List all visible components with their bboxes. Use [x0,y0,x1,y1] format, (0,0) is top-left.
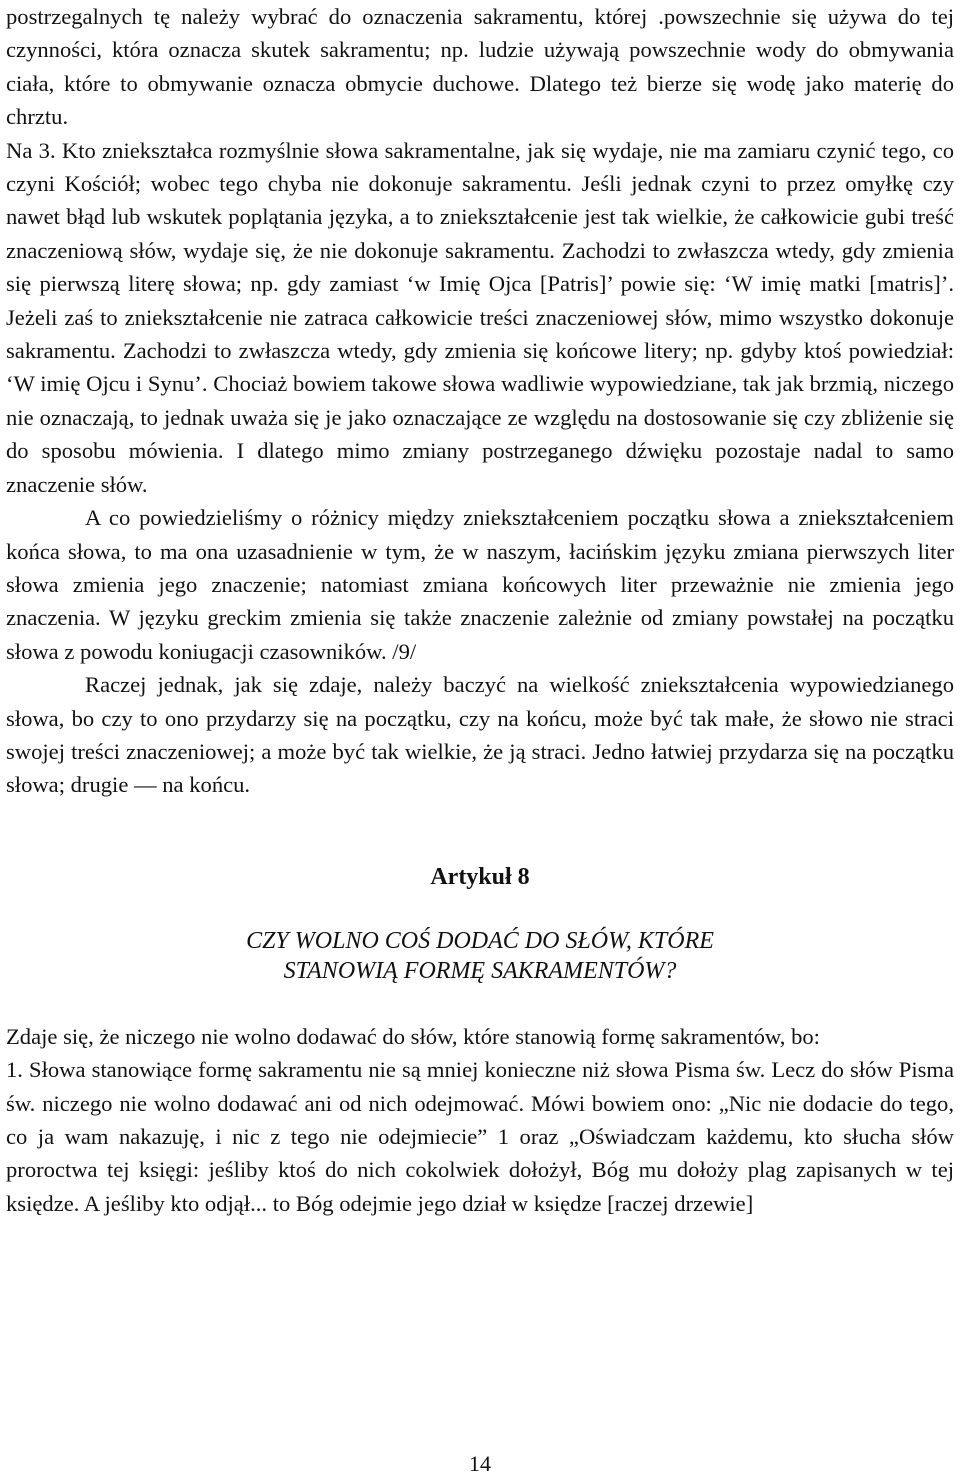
article-point-1: 1. Słowa stanowiące formę sakramentu nie są mniej konieczne niż słowa Pisma św. Lecz do słów Pisma św. niczego nie wolno dodawać ani od nich odejmować. Mówi bowiem ono: „Nic nie dodacie do tego, co ja wam nakazuję, i nic z tego nie odejmiecie” 1 oraz „Oświadczam każdemu, kto słucha słów proroctwa tej księgi: jeśliby ktoś do nich cokolwiek dołożył, Bóg mu dołoży plag zapisanych w tej księdze. A jeśliby kto odjął... to Bóg odejmie jego dział w księdze [raczej drzewie] [6,1057,954,1216]
paragraph-reply-3: Na 3. Kto zniekształca rozmyślnie słowa sakramentalne, jak się wydaje, nie ma zamiaru czynić tego, co czyni Kościół; wobec tego chyba nie dokonuje sakramentu. Jeśli jednak czyni to przez omyłkę czy nawet błąd lub wskutek poplątania języka, a to zniekształcenie jest tak wielkie, że całkowicie gubi treść znaczeniową słów, wydaje się, że nie dokonuje sakramentu. Zachodzi to zwłaszcza wtedy, gdy zmienia się pierwszą literę słowa; np. gdy zamiast ‘w Imię Ojca [Patris]’ powie się: ‘W imię matki [matris]’. Jeżeli zaś to zniekształcenie nie zatraca całkowicie treści znaczeniowej słów, mimo wszystko dokonuje sakramentu. Zachodzi to zwłaszcza wtedy, gdy zmienia się końcowe litery; np. gdyby ktoś powiedział: ‘W imię Ojcu i Synu’. Chociaż bowiem takowe słowa wadliwie wypowiedziane, tak jak brzmią, niczego nie oznaczają, to jednak uważa się je jako oznaczające ze względu na dostosowanie się czy zbliżenie się do sposobu mówienia. I dlatego mimo zmiany postrzeganego dźwięku pozostaje nadal to samo znaczenie słów. [6,137,954,497]
paragraph-difference: A co powiedzieliśmy o różnicy między zniekształceniem początku słowa a zniekształceniem końca słowa, to ma ona uzasadnienie w tym, że w naszym, łacińskim języku zmiana pierwszych liter słowa zmienia jego znaczenie; natomiast zmiana końcowych liter przeważnie nie zmienia jego znaczenia. W języku greckim zmienia się także znaczenie zależnie od zmiany powstałej na początku słowa z powodu koniugacji czasowników. /9/ [6,505,954,664]
page-number: 14 [469,1451,491,1476]
article-question [6,926,954,986]
article-intro: Zdaje się, że niczego nie wolno dodawać do słów, które stanowią formę sakramentów, bo: [6,1023,820,1049]
article-title: Artykuł 8 [430,863,530,890]
article-question-line-2: STANOWIĄ FORMĘ SAKRAMENTÓW? [283,957,677,984]
paragraph-magnitude: Raczej jednak, jak się zdaje, należy baczyć na wielkość zniekształcenia wypowiedzianego słowa, bo czy to ono przydarzy się na początku, czy na końcu, może być tak małe, że słowo nie straci swojej treści znaczeniowej; a może być tak wielkie, że ją straci. Jedno łatwiej przydarza się na początku słowa; drugie — na końcu. [6,672,954,798]
document-page [6,0,954,1220]
paragraph-continuation: postrzegalnych tę należy wybrać do oznaczenia sakramentu, której .powszechnie się używa do tej czynności, która oznacza skutek sakramentu; np. ludzie używają powszechnie wody do obmywania ciała, które to obmywanie oznacza obmycie duchowe. Dlatego też bierze się wodę jako materię do chrztu. [6,4,954,130]
article-question-line-1: CZY WOLNO COŚ DODAĆ DO SŁÓW, KTÓRE [246,927,714,954]
